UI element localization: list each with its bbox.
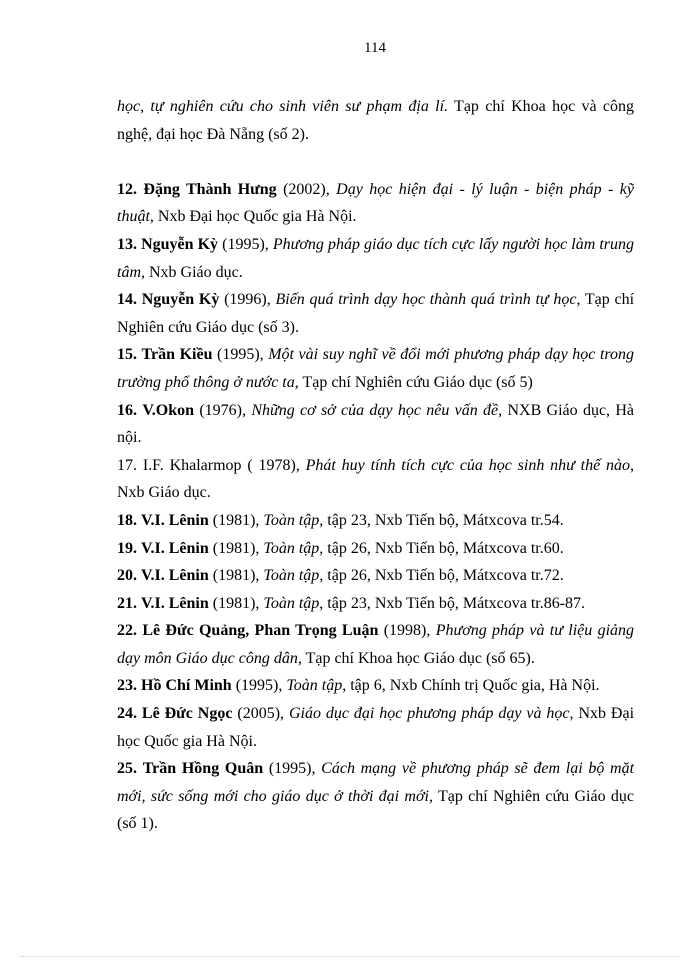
reference-number: 21. (117, 594, 137, 612)
reference-title: học, tự nghiên cứu cho sinh viên sư phạm địa lí. (117, 98, 449, 115)
reference-source: , tập 23, Nxb Tiến bộ, Mátxcova tr.54. (319, 511, 564, 529)
reference-year: (2002), (276, 180, 337, 198)
reference-author: Đặng Thành Hưng (143, 180, 277, 198)
reference-item (117, 341, 634, 396)
reference-year: ( 1978), (241, 456, 306, 474)
reference-year: (1995), (218, 235, 273, 253)
reference-author: V.Okon (142, 401, 195, 419)
reference-number: 18. (117, 511, 137, 529)
reference-title: Biến quá trình dạy học thành quá trình tự học (275, 291, 577, 309)
reference-source: , Tạp chí Nghiên cứu Giáo dục (số 3). (117, 291, 635, 336)
reference-title: Những cơ sở của dạy học nêu vấn đề (251, 401, 499, 419)
reference-title: Phương pháp giáo dục tích cực lấy người học làm trung tâm, (117, 235, 635, 281)
reference-year: (1995), (212, 346, 269, 364)
reference-author: Lê Đức Ngọc (141, 705, 233, 723)
reference-author: Hồ Chí Minh (141, 677, 232, 695)
reference-number: 24. (117, 705, 137, 723)
reference-number: 14. (117, 291, 137, 309)
reference-item (117, 700, 634, 755)
reference-source: Tạp chí Khoa học và công nghệ, đại học Đà Nẵng (số 2). (117, 98, 634, 143)
reference-author: I.F. Khalarmop (142, 456, 242, 474)
reference-number: 13. (117, 235, 137, 253)
reference-item (117, 507, 634, 535)
reference-number: 12. (117, 180, 137, 198)
reference-source: , Nxb Đại học Quốc gia Hà Nội. (117, 705, 635, 750)
reference-source: Nxb Giáo dục. (117, 484, 211, 502)
reference-year: (1996), (219, 291, 276, 309)
reference-author: Nguyễn Kỳ (141, 235, 219, 253)
reference-title: Một vài suy nghĩ về đổi mới phương pháp dạy học trong trường phổ thông ở nước ta (117, 346, 635, 391)
reference-item (117, 590, 634, 618)
page-bottom-border (20, 956, 680, 957)
reference-item (117, 176, 634, 231)
reference-item (117, 672, 634, 700)
reference-item (117, 755, 634, 838)
reference-number: 19. (117, 539, 137, 557)
reference-title: Toàn tập (263, 567, 320, 585)
reference-entries (117, 176, 634, 838)
reference-item (117, 452, 634, 507)
reference-author: Trần Kiều (141, 346, 213, 364)
reference-year: (1995), (231, 677, 287, 695)
reference-source: , tập 6, Nxb Chính trị Quốc gia, Hà Nội. (342, 677, 600, 695)
reference-number: 15. (117, 346, 137, 364)
reference-item (117, 286, 634, 341)
reference-year: (1981), (208, 511, 264, 529)
reference-number: 23. (117, 677, 137, 695)
reference-item (117, 231, 634, 286)
reference-source: , tập 26, Nxb Tiến bộ, Mátxcova tr.60. (319, 539, 564, 557)
reference-title: Dạy học hiện đại - lý luận - biện pháp - kỹ thuật (117, 180, 634, 226)
reference-title: Toàn tập (263, 594, 320, 612)
reference-source: , tập 23, Nxb Tiến bộ, Mátxcova tr.86-87. (319, 594, 586, 612)
reference-item (117, 617, 634, 672)
reference-source: , Tạp chí Nghiên cứu Giáo dục (số 5) (294, 373, 533, 391)
reference-year: (1976), (194, 401, 252, 419)
reference-source: , Tạp chí Khoa học Giáo dục (số 65). (297, 649, 535, 667)
reference-year: (1981), (208, 594, 264, 612)
reference-source: , Tạp chí Nghiên cứu Giáo dục (số 1). (117, 787, 634, 833)
reference-number: 22. (117, 622, 137, 640)
reference-title: Phát huy tính tích cực của học sinh như thế nào, (305, 456, 635, 474)
references-list (117, 93, 634, 838)
reference-author: V.I. Lênin (141, 539, 209, 557)
reference-author: Lê Đức Quảng, Phan Trọng Luận (142, 622, 379, 640)
reference-number: 17. (117, 456, 137, 474)
reference-author: Nguyễn Kỳ (141, 291, 220, 309)
reference-title: Phương pháp và tư liệu giảng dạy môn Giáo dục công dân (117, 622, 635, 667)
reference-source: Nxb Giáo dục. (145, 263, 243, 281)
reference-fragment (117, 93, 634, 148)
reference-title: Toàn tập (286, 677, 343, 695)
reference-number: 20. (117, 567, 137, 585)
reference-year: (1981), (208, 539, 264, 557)
reference-source: , Nxb Đại học Quốc gia Hà Nội. (149, 208, 357, 226)
reference-source: , tập 26, Nxb Tiến bộ, Mátxcova tr.72. (319, 567, 564, 585)
reference-title: Giáo dục đại học phương pháp dạy và học (288, 705, 570, 723)
reference-title: Toàn tập (263, 539, 320, 557)
reference-author: Trần Hồng Quân (142, 760, 264, 778)
page-number: 114 (364, 40, 386, 56)
reference-year: (1981), (208, 567, 264, 585)
reference-source: , NXB Giáo dục, Hà nội. (117, 401, 635, 447)
reference-author: V.I. Lênin (141, 511, 209, 529)
reference-title: Cách mạng về phương pháp sẽ đem lại bộ mặt mới, sức sống mới cho giáo dục ở thời đại mới (117, 760, 635, 805)
reference-year: (2005), (232, 705, 289, 723)
reference-item (117, 397, 634, 452)
reference-number: 25. (117, 760, 137, 778)
reference-number: 16. (117, 401, 137, 419)
reference-author: V.I. Lênin (141, 567, 209, 585)
reference-item (117, 562, 634, 590)
reference-title: Toàn tập (263, 511, 320, 529)
reference-author: V.I. Lênin (141, 594, 209, 612)
reference-item (117, 535, 634, 563)
reference-year: (1995), (263, 760, 322, 778)
reference-year: (1998), (378, 622, 436, 640)
